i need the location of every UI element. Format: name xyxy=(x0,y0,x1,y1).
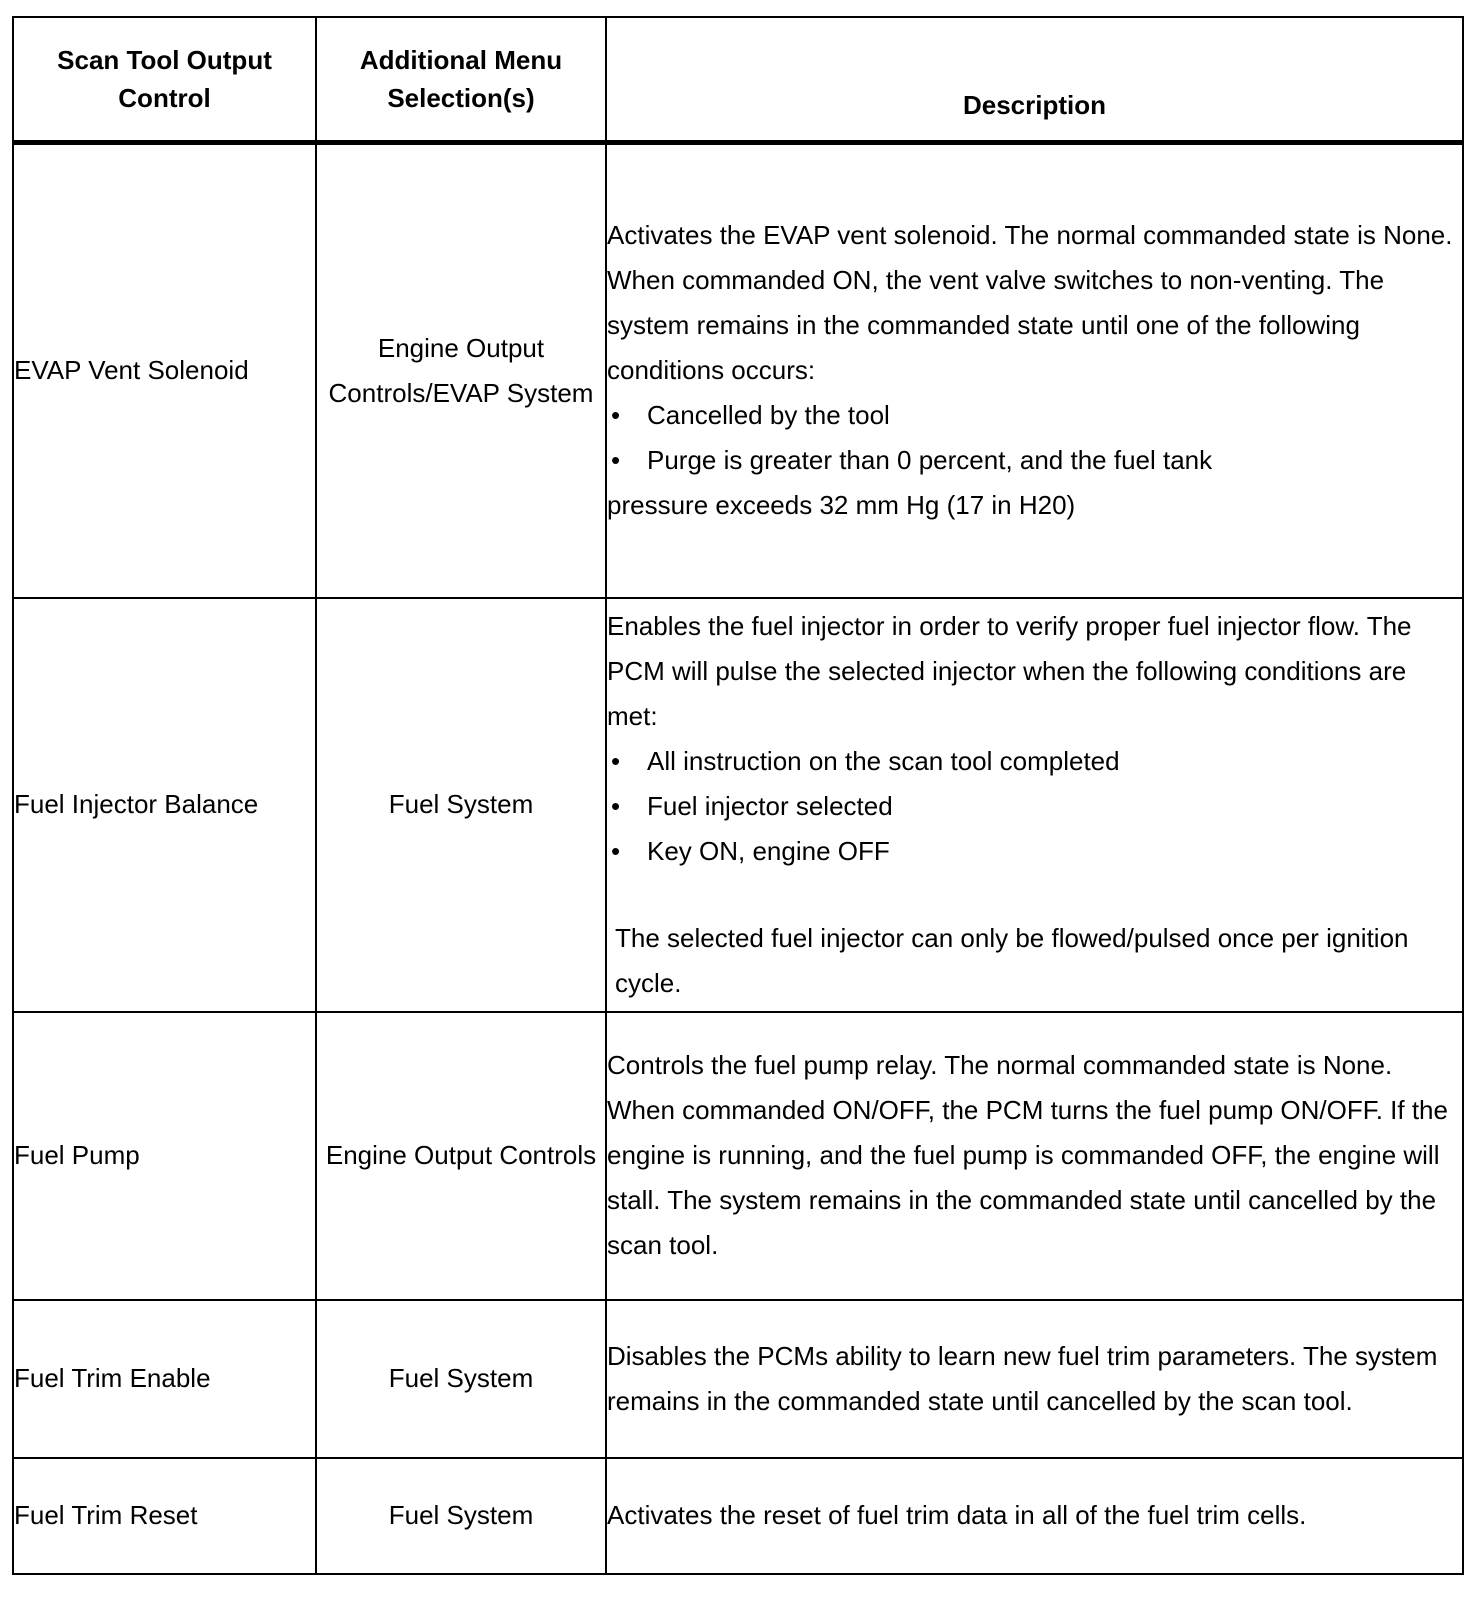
description-text: Activates the EVAP vent solenoid. The normal commanded state is None. When commanded ON, the vent valve switches to non-venting. The system remains in the commanded state until one of the following conditions occurs: xyxy=(607,220,1453,386)
description-cell xyxy=(606,1458,1463,1574)
table-header-row xyxy=(13,17,1463,143)
table-row xyxy=(13,143,1463,598)
menu-selection: Engine Output Controls xyxy=(316,1012,606,1300)
description-continuation: pressure exceeds 32 mm Hg (17 in H20) xyxy=(607,490,1076,521)
description-cell xyxy=(606,143,1463,598)
output-controls-table xyxy=(12,16,1464,1575)
table-row xyxy=(13,1012,1463,1300)
header-additional-menu-selections: Additional Menu Selection(s) xyxy=(316,17,606,143)
control-name: Fuel Trim Reset xyxy=(13,1458,316,1574)
bullet-icon: • xyxy=(611,835,621,866)
control-name: EVAP Vent Solenoid xyxy=(13,143,316,598)
menu-selection: Engine Output Controls/EVAP System xyxy=(316,143,606,598)
condition-list xyxy=(607,393,1462,483)
description-text: Disables the PCMs ability to learn new fuel trim parameters. The system remains in the commanded state until cancelled by the scan tool. xyxy=(607,1340,1438,1416)
bullet-icon: • xyxy=(611,445,621,476)
list-item: • Key ON, engine OFF xyxy=(607,829,1462,874)
bullet-icon: • xyxy=(611,745,621,776)
bullet-icon: • xyxy=(611,790,621,821)
table-row xyxy=(13,598,1463,1012)
bullet-icon: • xyxy=(611,400,621,431)
control-name: Fuel Pump xyxy=(13,1012,316,1300)
header-scan-tool-output-control: Scan Tool Output Control xyxy=(13,17,316,143)
description-text: Controls the fuel pump relay. The normal commanded state is None. When commanded ON/OFF, the PCM turns the fuel pump ON/OFF. If the engine is running, and the fuel pump is commanded OFF, the engine will stall. The system remains in the commanded state until cancelled by the scan tool. xyxy=(607,1050,1448,1260)
control-name: Fuel Injector Balance xyxy=(13,598,316,1012)
description-cell xyxy=(606,1012,1463,1300)
table-row xyxy=(13,1458,1463,1574)
menu-selection: Fuel System xyxy=(316,1300,606,1458)
condition-list xyxy=(607,739,1462,874)
table-row xyxy=(13,1300,1463,1458)
list-item: • All instruction on the scan tool completed xyxy=(607,739,1462,784)
list-item: • Purge is greater than 0 percent, and the fuel tank xyxy=(607,438,1462,483)
description-cell xyxy=(606,1300,1463,1458)
description-text: Enables the fuel injector in order to verify proper fuel injector flow. The PCM will pulse the selected injector when the following conditions are met: xyxy=(607,610,1412,731)
list-item: • Fuel injector selected xyxy=(607,784,1462,829)
header-description: Description xyxy=(606,17,1463,143)
menu-selection: Fuel System xyxy=(316,598,606,1012)
description-cell xyxy=(606,598,1463,1012)
list-item: • Cancelled by the tool xyxy=(607,393,1462,438)
menu-selection: Fuel System xyxy=(316,1458,606,1574)
description-note: The selected fuel injector can only be flowed/pulsed once per ignition cycle. xyxy=(615,922,1409,998)
description-text: Activates the reset of fuel trim data in all of the fuel trim cells. xyxy=(607,1500,1307,1530)
control-name: Fuel Trim Enable xyxy=(13,1300,316,1458)
